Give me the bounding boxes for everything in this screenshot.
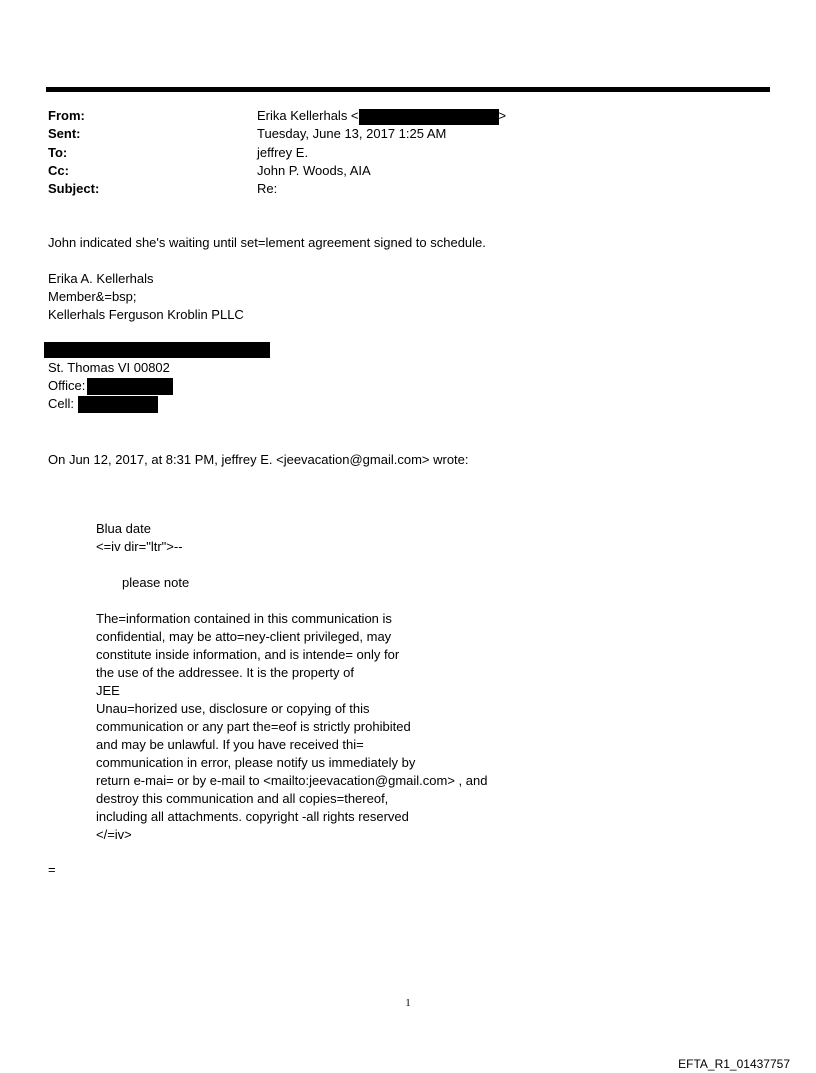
- from-close: >: [498, 108, 507, 123]
- cc-value: John P. Woods, AIA: [257, 163, 371, 178]
- subject-label: Subject:: [48, 181, 100, 196]
- page-number: 1: [405, 997, 411, 1009]
- from-name: Erika Kellerhals <: [257, 108, 359, 123]
- quote-intro: On Jun 12, 2017, at 8:31 PM, jeffrey E. <jeevacation@gmail.com> wrote:: [48, 452, 469, 467]
- redaction-box-office: [87, 378, 173, 395]
- trailing-equals: =: [48, 862, 56, 877]
- signature-name: Erika A. Kellerhals: [48, 271, 154, 286]
- redaction-box: [359, 109, 499, 125]
- from-label: From:: [48, 108, 85, 123]
- header-rule: [46, 87, 770, 92]
- disclaimer-line: Unau=horized use, disclosure or copying of this: [96, 701, 370, 716]
- disclaimer-line: return e-mai= or by e-mail to <mailto:jeevacation@gmail.com> , and: [96, 773, 488, 788]
- disclaimer-line: confidential, may be atto=ney-client privileged, may: [96, 629, 392, 644]
- from-value: [257, 108, 506, 125]
- disclaimer-line: the use of the addressee. It is the property of: [96, 665, 354, 680]
- disclaimer-line: </=iv>: [96, 827, 132, 842]
- sent-label: Sent:: [48, 126, 81, 141]
- body-message: John indicated she's waiting until set=lement agreement signed to schedule.: [48, 235, 486, 250]
- to-label: To:: [48, 145, 68, 160]
- to-value: jeffrey E.: [257, 145, 309, 160]
- signature-cell: [48, 396, 158, 413]
- disclaimer-line: communication in error, please notify us immediately by: [96, 755, 416, 770]
- disclaimer-line: The=information contained in this communication is: [96, 611, 392, 626]
- redaction-box-cell: [78, 396, 158, 413]
- signature-city: St. Thomas VI 00802: [48, 360, 170, 375]
- quoted-line: <=iv dir="ltr">--: [96, 539, 183, 554]
- disclaimer-line: communication or any part the=eof is strictly prohibited: [96, 719, 411, 734]
- disclaimer-line: and may be unlawful. If you have received thi=: [96, 737, 364, 752]
- signature-title: Member&=bsp;: [48, 289, 137, 304]
- office-label: Office:: [48, 378, 86, 393]
- signature-office: [48, 378, 173, 395]
- cell-label: Cell:: [48, 396, 75, 411]
- sent-value: Tuesday, June 13, 2017 1:25 AM: [257, 126, 447, 141]
- disclaimer-line: destroy this communication and all copies=thereof,: [96, 791, 389, 806]
- cc-label: Cc:: [48, 163, 69, 178]
- disclaimer-line: constitute inside information, and is intende= only for: [96, 647, 400, 662]
- quoted-line: please note: [122, 575, 190, 590]
- disclaimer-line: JEE: [96, 683, 120, 698]
- quoted-line: Blua date: [96, 521, 151, 536]
- subject-value: Re:: [257, 181, 278, 196]
- document-id: EFTA_R1_01437757: [678, 1057, 790, 1071]
- redaction-box-address: [44, 342, 270, 358]
- disclaimer-line: including all attachments. copyright -all rights reserved: [96, 809, 409, 824]
- signature-firm: Kellerhals Ferguson Kroblin PLLC: [48, 307, 244, 322]
